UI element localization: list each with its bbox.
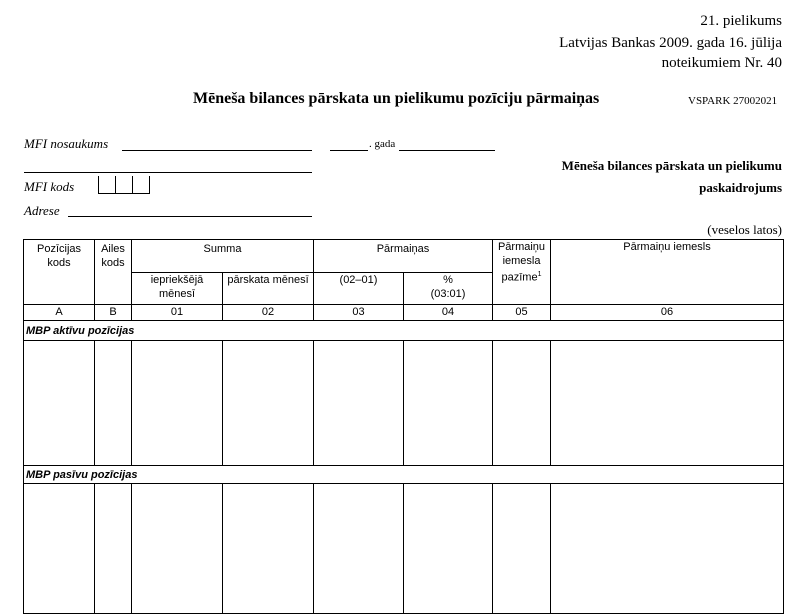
mfi-name-field[interactable] bbox=[122, 150, 312, 151]
changes-table bbox=[23, 239, 784, 614]
mfi-name-label: MFI nosaukums bbox=[24, 136, 109, 151]
header-changes: Pārmaiņas bbox=[314, 240, 493, 273]
asset-cell[interactable] bbox=[493, 341, 551, 466]
asset-cell[interactable] bbox=[404, 341, 493, 466]
mfi-code-box[interactable] bbox=[115, 176, 132, 194]
asset-cell[interactable] bbox=[24, 341, 95, 466]
header-prev-month: iepriekšējā mēnesī bbox=[132, 273, 223, 305]
month-field[interactable] bbox=[399, 150, 495, 151]
liability-cell[interactable] bbox=[404, 484, 493, 614]
index-b: B bbox=[95, 305, 132, 321]
address-label: Adrese bbox=[24, 203, 60, 218]
mfi-code-boxes[interactable] bbox=[98, 176, 150, 194]
asset-cell[interactable] bbox=[314, 341, 404, 466]
section-liabilities: MBP pasīvu pozīcijas bbox=[24, 466, 784, 484]
index-a: A bbox=[24, 305, 95, 321]
header-row-code: Ailes kods bbox=[95, 240, 132, 305]
header-reason: Pārmaiņu iemesls bbox=[551, 240, 784, 305]
header-diff: (02–01) bbox=[314, 273, 404, 305]
page-title: Mēneša bilances pārskata un pielikumu pozīciju pārmaiņas bbox=[193, 90, 600, 107]
index-06: 06 bbox=[551, 305, 784, 321]
header-amount: Summa bbox=[132, 240, 314, 273]
liability-cell[interactable] bbox=[551, 484, 784, 614]
section-assets: MBP aktīvu pozīcijas bbox=[24, 321, 784, 341]
index-03: 03 bbox=[314, 305, 404, 321]
header-pct-sign: % bbox=[443, 274, 453, 286]
header-pct-formula: (03:01) bbox=[430, 288, 466, 300]
header-reason-flag bbox=[493, 240, 551, 305]
asset-cell[interactable] bbox=[95, 341, 132, 466]
annex-number: 21. pielikums bbox=[700, 13, 782, 29]
header-position-code: Pozīcijas kods bbox=[24, 240, 95, 305]
index-02: 02 bbox=[223, 305, 314, 321]
asset-cell[interactable] bbox=[551, 341, 784, 466]
day-field[interactable] bbox=[330, 150, 368, 151]
mfi-code-box[interactable] bbox=[98, 176, 115, 194]
date-suffix: . gada bbox=[369, 138, 396, 150]
asset-cell[interactable] bbox=[132, 341, 223, 466]
header-reason-flag-line3: pazīme bbox=[501, 271, 538, 284]
regulation-number: noteikumiem Nr. 40 bbox=[661, 55, 782, 71]
header-report-month: pārskata mēnesī bbox=[223, 273, 314, 305]
liability-cell[interactable] bbox=[95, 484, 132, 614]
index-01: 01 bbox=[132, 305, 223, 321]
explanation-title-line1: Mēneša bilances pārskata un pielikumu bbox=[561, 158, 782, 173]
mfi-name-field-line2[interactable] bbox=[24, 172, 312, 173]
liability-cell[interactable] bbox=[132, 484, 223, 614]
form-code: VSPARK 27002021 bbox=[688, 95, 778, 107]
footnote-marker: 1 bbox=[537, 271, 542, 278]
asset-cell[interactable] bbox=[223, 341, 314, 466]
explanation-title-line2: paskaidrojums bbox=[699, 180, 782, 195]
liability-cell[interactable] bbox=[493, 484, 551, 614]
header-pct bbox=[404, 273, 493, 305]
mfi-code-label: MFI kods bbox=[24, 179, 75, 194]
units-note: (veselos latos) bbox=[707, 222, 782, 237]
mfi-code-box[interactable] bbox=[132, 176, 150, 194]
index-05: 05 bbox=[493, 305, 551, 321]
header-reason-flag-line1: Pārmaiņu bbox=[497, 241, 546, 253]
address-field[interactable] bbox=[68, 216, 312, 217]
regulation-line: Latvijas Bankas 2009. gada 16. jūlija bbox=[559, 35, 782, 51]
liability-cell[interactable] bbox=[223, 484, 314, 614]
liability-cell[interactable] bbox=[314, 484, 404, 614]
index-04: 04 bbox=[404, 305, 493, 321]
header-reason-flag-line2: iemesla bbox=[502, 255, 541, 267]
liability-cell[interactable] bbox=[24, 484, 95, 614]
